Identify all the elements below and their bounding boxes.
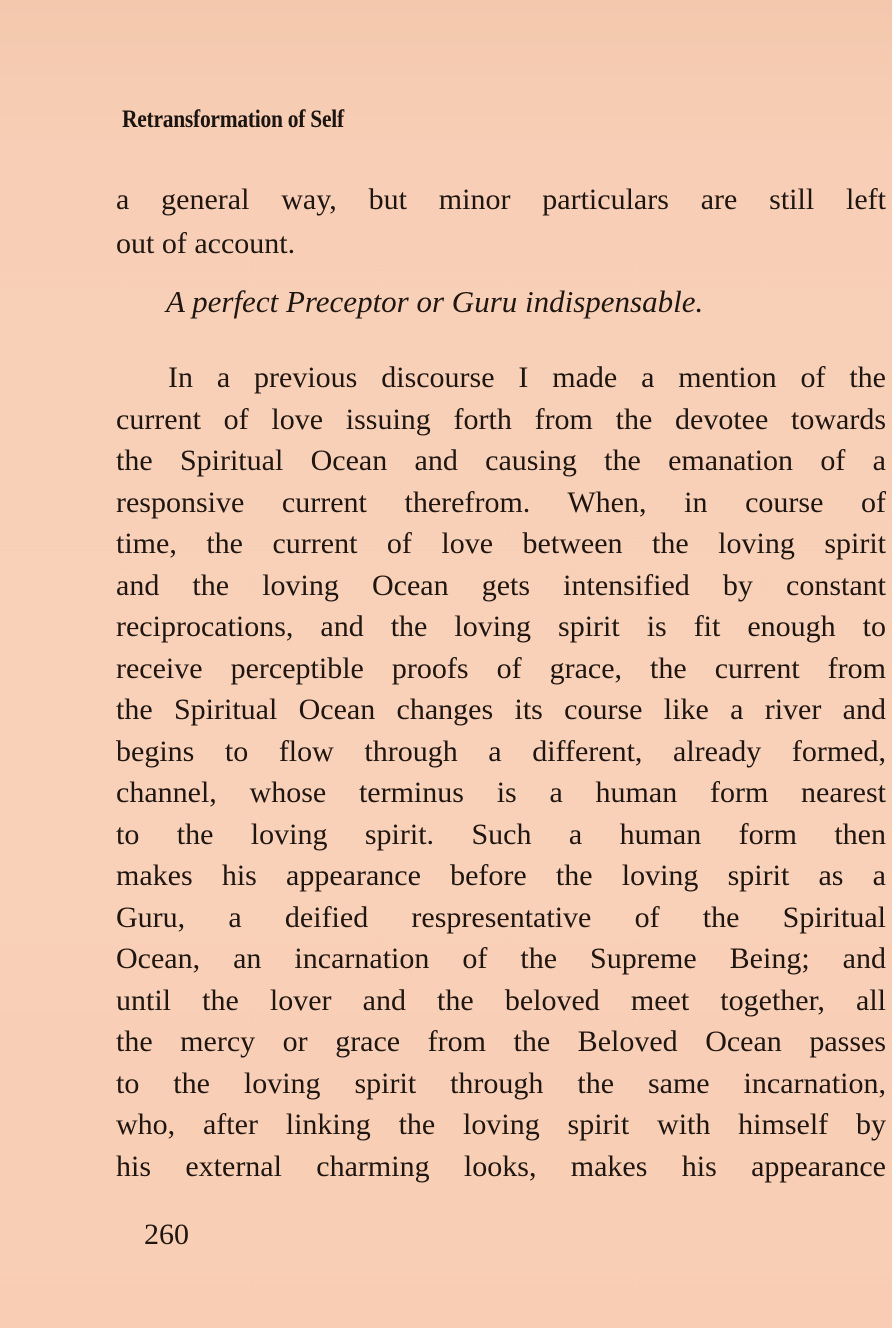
- text-line: until the lover and the beloved meet together, all: [116, 983, 886, 1017]
- text-line: and the loving Ocean gets intensified by constant: [116, 568, 886, 602]
- text-line: to the loving spirit. Such a human form then: [116, 817, 886, 851]
- section-subheading: A perfect Preceptor or Guru indispensable.: [166, 284, 704, 319]
- text-line: out of account.: [116, 227, 296, 260]
- text-line: receive perceptible proofs of grace, the current from: [116, 651, 886, 685]
- text-line: In a previous discourse I made a mention of the: [168, 361, 886, 394]
- text-line: the Spiritual Ocean changes its course like a river and: [116, 693, 886, 726]
- text-line: the mercy or grace from the Beloved Ocean passes: [116, 1025, 886, 1058]
- text-line: begins to flow through a different, already formed,: [116, 734, 886, 768]
- page-number: 260: [144, 1218, 189, 1251]
- text-line: makes his appearance before the loving spirit as a: [116, 859, 886, 892]
- text-line: the Spiritual Ocean and causing the emanation of a: [116, 444, 886, 477]
- text-line: his external charming looks, makes his appearance: [116, 1149, 886, 1183]
- text-line: a general way, but minor particulars are still left: [116, 183, 886, 216]
- text-line: who, after linking the loving spirit with himself by: [116, 1108, 886, 1141]
- text-line: current of love issuing forth from the devotee towards: [116, 402, 886, 436]
- opening-text: [116, 178, 886, 266]
- text-line: channel, whose terminus is a human form nearest: [116, 776, 886, 809]
- text-line: Ocean, an incarnation of the Supreme Being; and: [116, 942, 886, 975]
- text-line: Guru, a deified respresentative of the Spiritual: [116, 900, 886, 934]
- text-line: responsive current therefrom. When, in course of: [116, 485, 886, 519]
- running-head: Retransformation of Self: [122, 106, 344, 133]
- body-paragraph: [116, 357, 886, 1187]
- text-line: reciprocations, and the loving spirit is fit enough to: [116, 610, 886, 643]
- text-line: to the loving spirit through the same incarnation,: [116, 1066, 886, 1100]
- text-line: time, the current of love between the loving spirit: [116, 527, 886, 560]
